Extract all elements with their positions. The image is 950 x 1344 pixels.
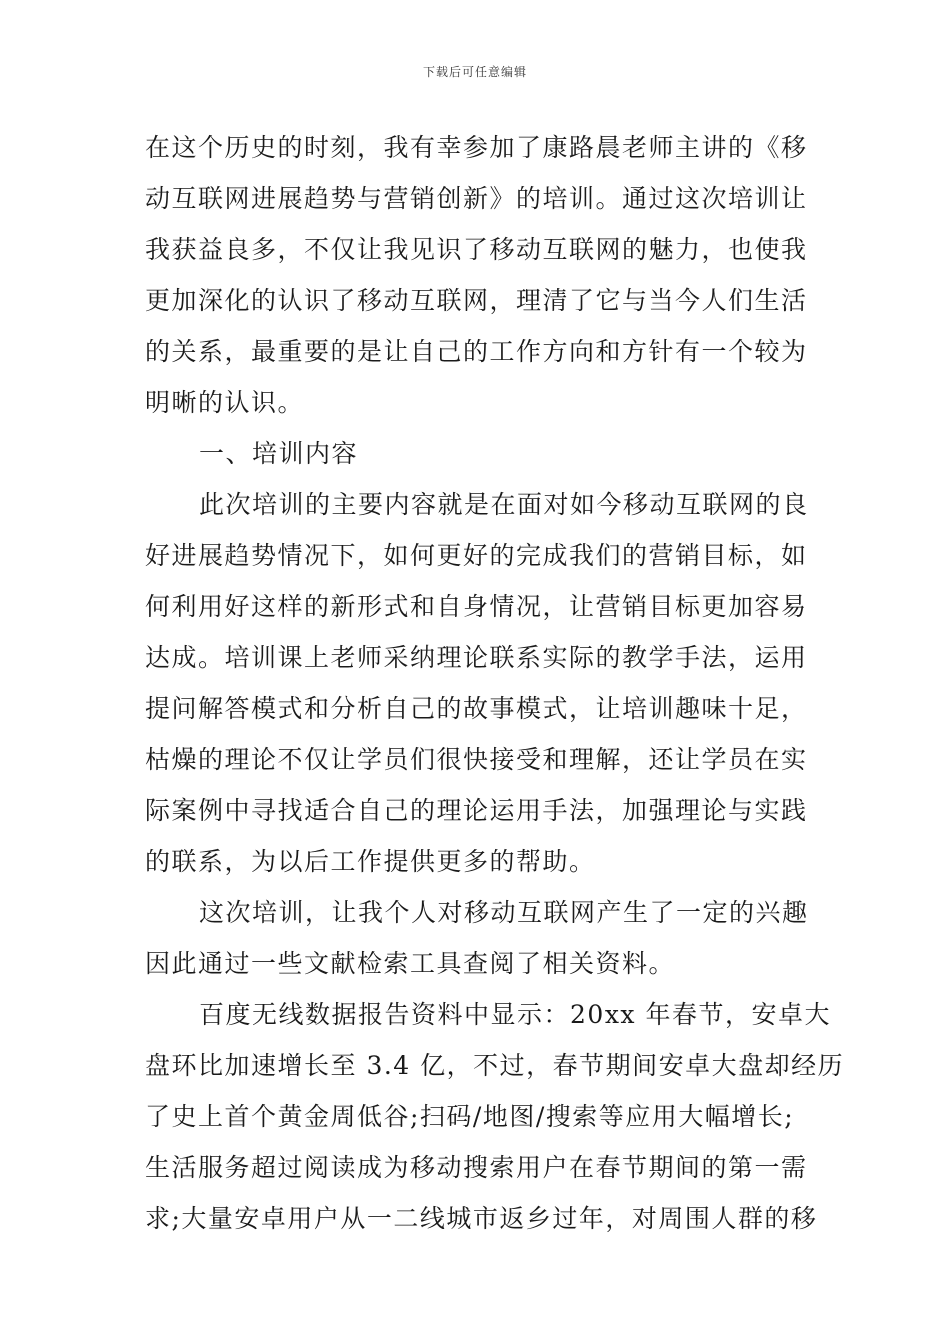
text-line: 何利用好这样的新形式和自身情况，让营销目标更加容易 (145, 592, 808, 621)
text-line: 际案例中寻找适合自己的理论运用手法，加强理论与实践 (145, 796, 808, 825)
text-line: 百度无线数据报告资料中显示：20xx 年春节，安卓大 (199, 1000, 831, 1029)
section-heading: 一、培训内容 (199, 439, 359, 468)
page-header: 下载后可任意编辑 (422, 65, 527, 79)
text-line: 的联系，为以后工作提供更多的帮助。 (145, 847, 596, 876)
text-line: 的关系，最重要的是让自己的工作方向和方针有一个较为 (145, 337, 808, 366)
text-line: 更加深化的认识了移动互联网，理清了它与当今人们生活 (145, 286, 808, 315)
text-line: 求;大量安卓用户从一二线城市返乡过年，对周围人群的移 (145, 1204, 818, 1233)
text-line: 明晰的认识。 (145, 388, 305, 417)
text-line: 生活服务超过阅读成为移动搜索用户在春节期间的第一需 (145, 1153, 808, 1182)
text-line: 我获益良多，不仅让我见识了移动互联网的魅力，也使我 (145, 235, 808, 264)
text-line: 盘环比加速增长至 3.4 亿，不过，春节期间安卓大盘却经历 (145, 1051, 845, 1080)
text-line: 好进展趋势情况下，如何更好的完成我们的营销目标，如 (145, 541, 808, 570)
text-line: 动互联网进展趋势与营销创新》的培训。通过这次培训让 (145, 184, 808, 213)
text-line: 枯燥的理论不仅让学员们很快接受和理解，还让学员在实 (145, 745, 808, 774)
text-line: 因此通过一些文献检索工具查阅了相关资料。 (145, 949, 676, 978)
text-line: 这次培训，让我个人对移动互联网产生了一定的兴趣 (199, 898, 809, 927)
text-line: 在这个历史的时刻，我有幸参加了康路晨老师主讲的《移 (145, 133, 808, 162)
text-line: 此次培训的主要内容就是在面对如今移动互联网的良 (199, 490, 809, 519)
text-line: 了史上首个黄金周低谷;扫码/地图/搜索等应用大幅增长; (145, 1102, 795, 1131)
text-line: 达成。培训课上老师采纳理论联系实际的教学手法，运用 (145, 643, 808, 672)
document-body (145, 128, 845, 1250)
text-line: 提问解答模式和分析自己的故事模式，让培训趣味十足， (145, 694, 808, 723)
